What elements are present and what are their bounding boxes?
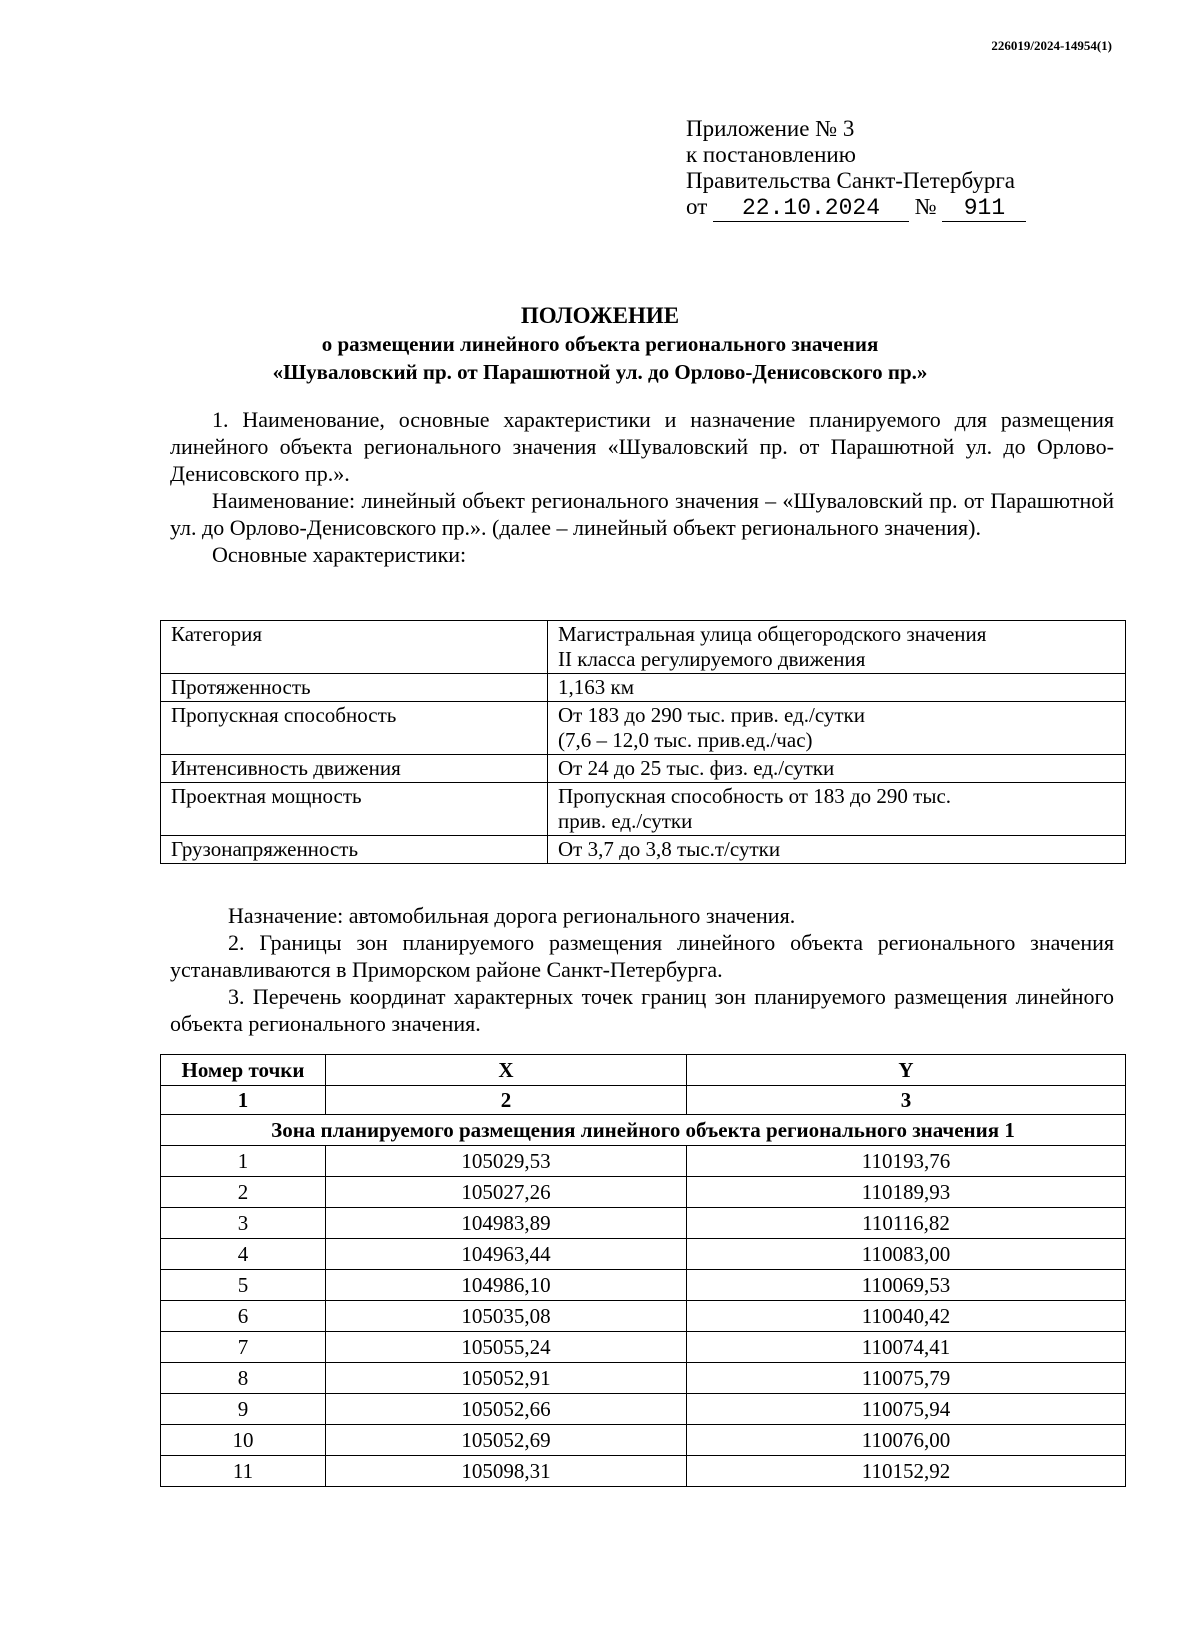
x-value: 104963,44 (326, 1239, 687, 1270)
paragraph-4: Назначение: автомобильная дорога регионального значения. (228, 903, 796, 928)
point-number: 4 (161, 1239, 326, 1270)
x-value: 105098,31 (326, 1456, 687, 1487)
table-row (161, 1363, 1126, 1394)
characteristics-table (160, 620, 1126, 864)
appendix-authority: Правительства Санкт-Петербурга (686, 168, 1015, 193)
table-row (161, 1146, 1126, 1177)
y-value: 110152,92 (687, 1456, 1126, 1487)
x-value: 105052,69 (326, 1425, 687, 1456)
appendix-ref: к постановлению (686, 142, 856, 167)
char-value: Магистральная улица общегородского значения II класса регулируемого движения (548, 621, 1126, 674)
point-number: 6 (161, 1301, 326, 1332)
x-value: 105055,24 (326, 1332, 687, 1363)
point-number: 2 (161, 1177, 326, 1208)
header-x: X (326, 1055, 687, 1086)
char-name: Пропускная способность (161, 702, 548, 755)
purpose-text (170, 902, 1114, 1037)
table-row (161, 836, 1126, 864)
heading-subtitle-1: о размещении линейного объекта регионального значения (321, 332, 879, 356)
point-number: 5 (161, 1270, 326, 1301)
paragraph-2: Наименование: линейный объект регионального значения – «Шуваловский пр. от Парашютной ул. до Орлово-Денисовского пр.». (далее – линейный объект регионального значения). (170, 488, 1114, 540)
table-row (161, 1301, 1126, 1332)
point-number: 9 (161, 1394, 326, 1425)
y-value: 110076,00 (687, 1425, 1126, 1456)
char-value: От 183 до 290 тыс. прив. ед./сутки (7,6 – 12,0 тыс. прив.ед./час) (548, 702, 1126, 755)
point-number: 1 (161, 1146, 326, 1177)
table-row (161, 1425, 1126, 1456)
char-name: Интенсивность движения (161, 755, 548, 783)
point-number: 3 (161, 1208, 326, 1239)
table-row (161, 621, 1126, 674)
heading-subtitle-2: «Шуваловский пр. от Парашютной ул. до Орлово-Денисовского пр.» (272, 360, 928, 384)
column-number: 3 (687, 1086, 1126, 1115)
point-number: 7 (161, 1332, 326, 1363)
column-number-row (161, 1086, 1126, 1115)
heading-title: ПОЛОЖЕНИЕ (520, 303, 680, 328)
table-row (161, 1456, 1126, 1487)
x-value: 105052,91 (326, 1363, 687, 1394)
column-number: 1 (161, 1086, 326, 1115)
appendix-block (686, 116, 1026, 222)
y-value: 110074,41 (687, 1332, 1126, 1363)
header-point-number: Номер точки (161, 1055, 326, 1086)
table-row (161, 1208, 1126, 1239)
coordinates-table (160, 1054, 1126, 1487)
from-label: от (686, 194, 708, 219)
table-row (161, 783, 1126, 836)
x-value: 104986,10 (326, 1270, 687, 1301)
y-value: 110075,79 (687, 1363, 1126, 1394)
table-row (161, 1270, 1126, 1301)
point-number: 11 (161, 1456, 326, 1487)
char-name: Протяженность (161, 674, 548, 702)
y-value: 110116,82 (687, 1208, 1126, 1239)
paragraph-1: 1. Наименование, основные характеристики и назначение планируемого для размещения линейного объекта регионального значения «Шуваловский пр. от Парашютной ул. до Орлово-Денисовского пр.». (170, 407, 1114, 486)
x-value: 105029,53 (326, 1146, 687, 1177)
y-value: 110040,42 (687, 1301, 1126, 1332)
appendix-date-line (686, 194, 1026, 222)
char-name: Категория (161, 621, 548, 674)
intro-text (170, 406, 1114, 568)
x-value: 105052,66 (326, 1394, 687, 1425)
char-value: От 3,7 до 3,8 тыс.т/сутки (548, 836, 1126, 864)
char-name: Грузонапряженность (161, 836, 548, 864)
x-value: 105035,08 (326, 1301, 687, 1332)
document-heading (0, 302, 1200, 386)
y-value: 110069,53 (687, 1270, 1126, 1301)
table-row (161, 755, 1126, 783)
table-row (161, 1394, 1126, 1425)
header-y: Y (687, 1055, 1126, 1086)
header-row (161, 1055, 1126, 1086)
paragraph-5: 2. Границы зон планируемого размещения линейного объекта регионального значения устанавливаются в Приморском районе Санкт-Петербурга. (170, 930, 1114, 982)
table-row (161, 1177, 1126, 1208)
table-row (161, 674, 1126, 702)
table-row (161, 1239, 1126, 1270)
appendix-number: 911 (942, 195, 1026, 222)
zone-title: Зона планируемого размещения линейного объекта регионального значения 1 (161, 1115, 1126, 1146)
column-number: 2 (326, 1086, 687, 1115)
y-value: 110075,94 (687, 1394, 1126, 1425)
appendix-title: Приложение № 3 (686, 116, 855, 141)
x-value: 105027,26 (326, 1177, 687, 1208)
x-value: 104983,89 (326, 1208, 687, 1239)
char-value: 1,163 км (548, 674, 1126, 702)
number-label: № (914, 194, 937, 219)
table-row (161, 1332, 1126, 1363)
paragraph-3: Основные характеристики: (212, 542, 467, 567)
char-name: Проектная мощность (161, 783, 548, 836)
table-row (161, 702, 1126, 755)
document-number: 226019/2024-14954(1) (991, 38, 1112, 53)
appendix-date: 22.10.2024 (713, 195, 909, 222)
zone-row (161, 1115, 1126, 1146)
char-value: От 24 до 25 тыс. физ. ед./сутки (548, 755, 1126, 783)
y-value: 110193,76 (687, 1146, 1126, 1177)
char-value: Пропускная способность от 183 до 290 тыс. прив. ед./сутки (548, 783, 1126, 836)
point-number: 10 (161, 1425, 326, 1456)
paragraph-6: 3. Перечень координат характерных точек границ зон планируемого размещения линейного объекта регионального значения. (170, 984, 1114, 1036)
y-value: 110189,93 (687, 1177, 1126, 1208)
point-number: 8 (161, 1363, 326, 1394)
y-value: 110083,00 (687, 1239, 1126, 1270)
